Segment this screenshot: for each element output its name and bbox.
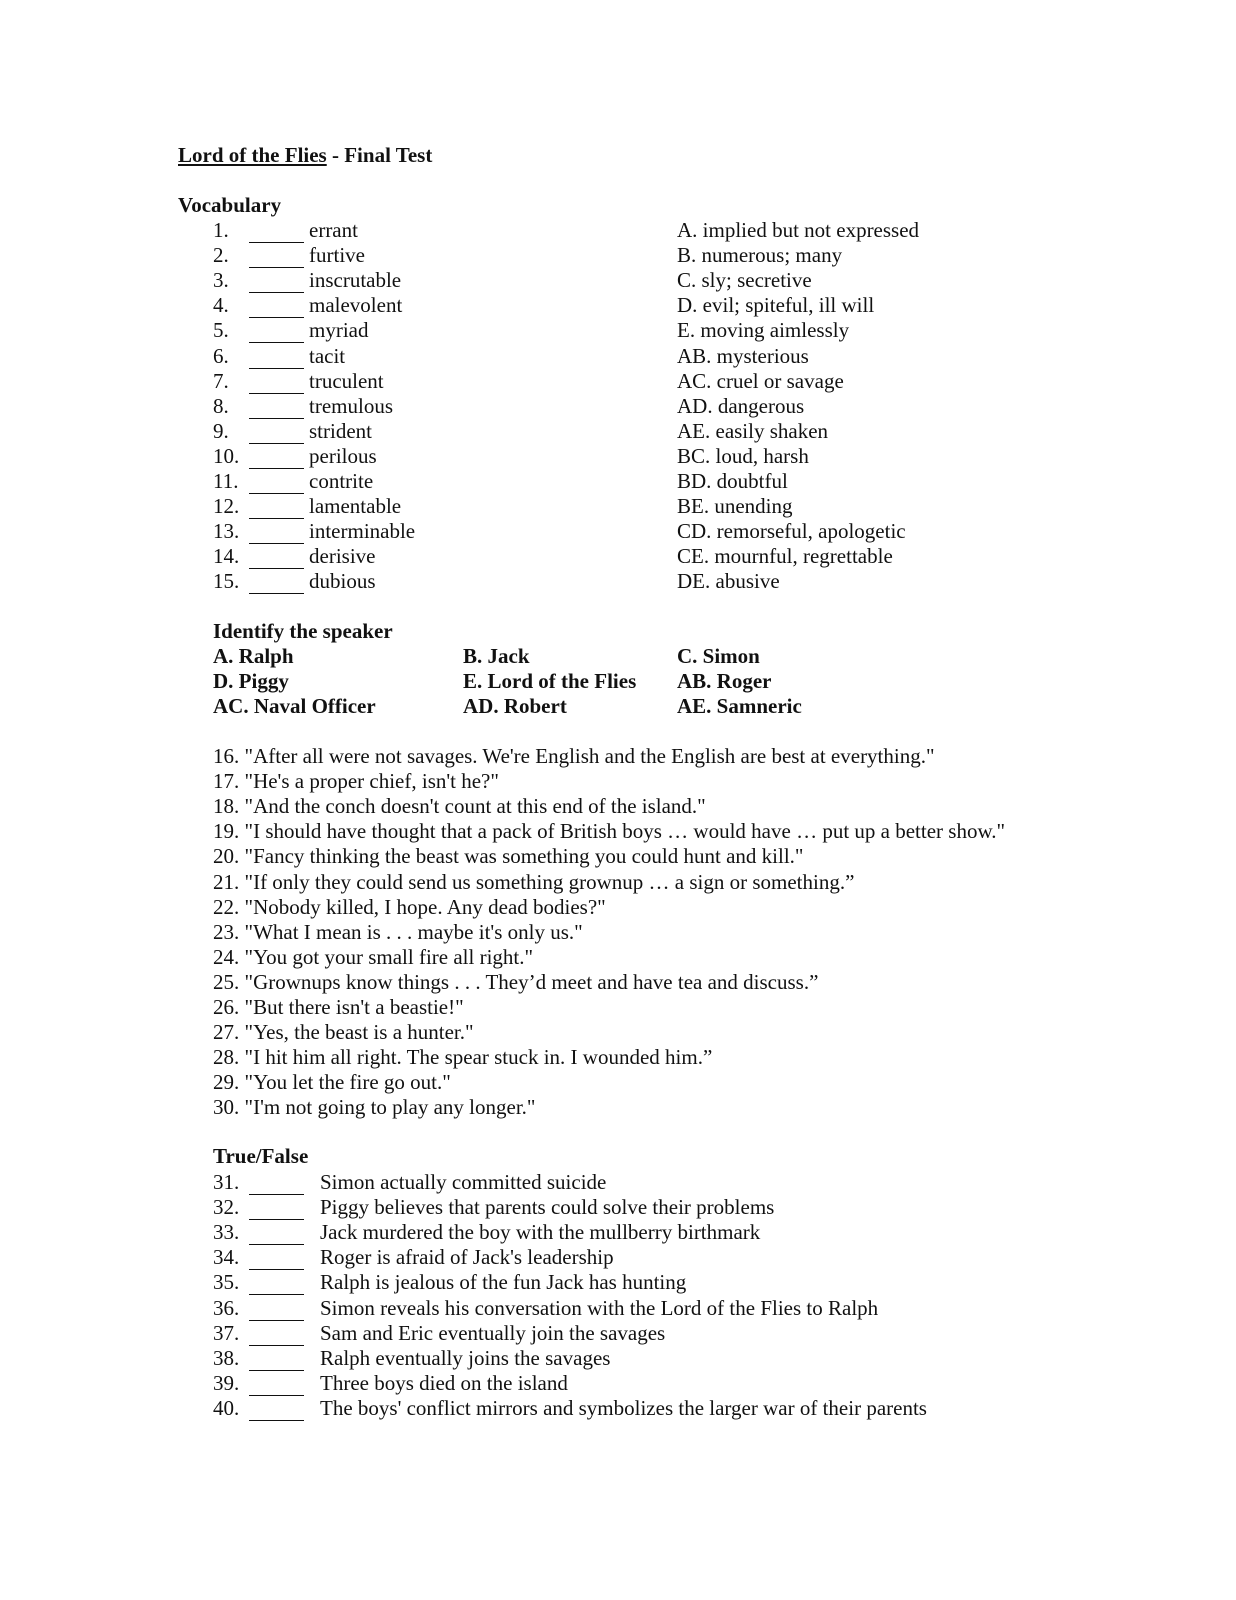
item-number: 39.	[213, 1370, 240, 1395]
statement: Ralph is jealous of the fun Jack has hunting	[320, 1270, 687, 1295]
definition: AE. easily shaken	[677, 418, 829, 443]
answer-blank[interactable]	[249, 575, 304, 594]
item-number: 37.	[213, 1320, 240, 1345]
truefalse-item	[213, 1170, 1013, 1195]
answer-blank[interactable]	[249, 1377, 304, 1396]
definition: CE. mournful, regrettable	[677, 544, 893, 569]
truefalse-item	[213, 1220, 1013, 1245]
answer-blank[interactable]	[249, 324, 304, 343]
item-number: 9.	[213, 418, 229, 443]
vocab-word: errant	[309, 218, 358, 242]
vocab-item	[213, 268, 543, 293]
answer-blank[interactable]	[249, 525, 304, 544]
vocab-word: furtive	[309, 243, 365, 268]
answer-blank[interactable]	[249, 1226, 304, 1245]
speaker-quote: 16. "After all were not savages. We're English and the English are best at everything."	[213, 744, 935, 768]
vocab-item	[213, 293, 543, 318]
speaker-option: A. Ralph	[213, 644, 294, 668]
definition: C. sly; secretive	[677, 268, 812, 293]
speaker-quote: 25. "Grownups know things . . . They’d meet and have tea and discuss.”	[213, 969, 819, 994]
vocab-word: lamentable	[309, 494, 402, 519]
title-suffix: - Final Test	[326, 143, 433, 167]
speaker-quote: 20. "Fancy thinking the beast was something you could hunt and kill."	[213, 844, 804, 869]
item-number: 40.	[213, 1395, 240, 1420]
speaker-quote: 19. "I should have thought that a pack of British boys … would have … put up a better show."	[213, 819, 1006, 844]
item-number: 2.	[213, 243, 229, 268]
speaker-option: AD. Robert	[463, 694, 567, 718]
definition: AD. dangerous	[677, 393, 805, 418]
answer-blank[interactable]	[249, 1352, 304, 1371]
vocab-word: perilous	[309, 443, 377, 468]
statement: Piggy believes that parents could solve their problems	[320, 1195, 775, 1220]
speaker-quote: 24. "You got your small fire all right."	[213, 944, 534, 969]
speaker-quote: 23. "What I mean is . . . maybe it's only us."	[213, 919, 583, 944]
definition: B. numerous; many	[677, 243, 843, 268]
speaker-quote: 28. "I hit him all right. The spear stuck in. I wounded him.”	[213, 1045, 713, 1070]
answer-blank[interactable]	[249, 274, 304, 293]
definition: AB. mysterious	[677, 343, 809, 368]
item-number: 3.	[213, 268, 229, 293]
answer-blank[interactable]	[249, 550, 304, 569]
item-number: 35.	[213, 1270, 240, 1295]
speaker-option: E. Lord of the Flies	[463, 669, 637, 693]
speaker-option: AE. Samneric	[677, 694, 802, 718]
item-number: 11.	[213, 469, 239, 493]
statement: The boys' conflict mirrors and symbolizes the larger war of their parents	[320, 1395, 927, 1420]
definition: BD. doubtful	[677, 469, 788, 493]
vocab-item	[213, 444, 543, 469]
statement: Simon reveals his conversation with the Lord of the Flies to Ralph	[320, 1295, 879, 1320]
vocab-word: derisive	[309, 544, 376, 569]
vocab-word: truculent	[309, 368, 384, 393]
statement: Roger is afraid of Jack's leadership	[320, 1245, 614, 1270]
page-title	[178, 143, 432, 168]
item-number: 38.	[213, 1345, 240, 1370]
speaker-option: AB. Roger	[677, 669, 772, 693]
answer-blank[interactable]	[249, 375, 304, 394]
item-number: 15.	[213, 569, 240, 594]
statement: Jack murdered the boy with the mullberry birthmark	[320, 1220, 761, 1245]
answer-blank[interactable]	[249, 400, 304, 419]
vocab-word: myriad	[309, 318, 369, 343]
truefalse-item	[213, 1346, 1013, 1371]
truefalse-item	[213, 1396, 1013, 1421]
answer-blank[interactable]	[249, 1251, 304, 1270]
speaker-quote: 17. "He's a proper chief, isn't he?"	[213, 769, 499, 794]
answer-blank[interactable]	[249, 1276, 304, 1295]
vocab-item	[213, 544, 543, 569]
vocab-word: malevolent	[309, 293, 403, 318]
item-number: 36.	[213, 1295, 240, 1320]
statement: Simon actually committed suicide	[320, 1170, 607, 1194]
definition: CD. remorseful, apologetic	[677, 519, 906, 544]
vocab-heading: Vocabulary	[178, 193, 282, 217]
vocab-item	[213, 218, 543, 243]
item-number: 7.	[213, 368, 229, 393]
speaker-option: AC. Naval Officer	[213, 694, 376, 718]
item-number: 31.	[213, 1170, 240, 1194]
item-number: 6.	[213, 343, 229, 368]
truefalse-item	[213, 1296, 1013, 1321]
definition: A. implied but not expressed	[677, 218, 920, 242]
speaker-option: C. Simon	[677, 644, 760, 668]
truefalse-item	[213, 1195, 1013, 1220]
answer-blank[interactable]	[249, 1176, 304, 1195]
speaker-heading: Identify the speaker	[213, 619, 393, 643]
vocab-item	[213, 369, 543, 394]
vocab-word: dubious	[309, 569, 376, 594]
vocab-item	[213, 318, 543, 343]
vocab-item	[213, 419, 543, 444]
item-number: 12.	[213, 494, 240, 519]
item-number: 13.	[213, 519, 240, 544]
truefalse-heading: True/False	[213, 1144, 309, 1168]
truefalse-item	[213, 1270, 1013, 1295]
answer-blank[interactable]	[249, 224, 304, 243]
truefalse-item	[213, 1321, 1013, 1346]
statement: Three boys died on the island	[320, 1370, 568, 1395]
vocab-item	[213, 569, 543, 594]
item-number: 10.	[213, 443, 240, 468]
vocab-word: tacit	[309, 343, 346, 368]
vocab-item	[213, 243, 543, 268]
answer-blank[interactable]	[249, 500, 304, 519]
speaker-quote: 18. "And the conch doesn't count at this end of the island."	[213, 794, 706, 819]
item-number: 33.	[213, 1220, 240, 1245]
answer-blank[interactable]	[249, 299, 304, 318]
answer-blank[interactable]	[249, 249, 304, 268]
speaker-quote: 27. "Yes, the beast is a hunter."	[213, 1020, 474, 1045]
speaker-option: B. Jack	[463, 644, 530, 668]
statement: Ralph eventually joins the savages	[320, 1345, 611, 1370]
definition: BE. unending	[677, 494, 793, 519]
vocab-word: contrite	[309, 469, 374, 493]
answer-blank[interactable]	[249, 475, 304, 494]
item-number: 4.	[213, 293, 229, 318]
answer-blank[interactable]	[249, 1201, 304, 1220]
definition: BC. loud, harsh	[677, 443, 809, 468]
truefalse-item	[213, 1245, 1013, 1270]
vocab-item	[213, 469, 543, 494]
speaker-option: D. Piggy	[213, 669, 289, 693]
definition: E. moving aimlessly	[677, 318, 850, 343]
vocab-item	[213, 519, 543, 544]
item-number: 1.	[213, 218, 229, 242]
book-title: Lord of the Flies	[178, 143, 327, 167]
item-number: 34.	[213, 1245, 240, 1270]
answer-blank[interactable]	[249, 1302, 304, 1321]
truefalse-item	[213, 1371, 1013, 1396]
speaker-quote: 30. "I'm not going to play any longer."	[213, 1095, 536, 1120]
answer-blank[interactable]	[249, 450, 304, 469]
definition: DE. abusive	[677, 569, 780, 594]
vocab-word: strident	[309, 418, 372, 443]
vocab-word: tremulous	[309, 393, 393, 418]
speaker-quote: 26. "But there isn't a beastie!"	[213, 995, 464, 1019]
answer-blank[interactable]	[249, 1402, 304, 1421]
vocab-word: interminable	[309, 519, 416, 544]
item-number: 14.	[213, 544, 240, 569]
answer-blank[interactable]	[249, 1327, 304, 1346]
definition: AC. cruel or savage	[677, 368, 844, 393]
item-number: 32.	[213, 1195, 240, 1220]
speaker-quote: 22. "Nobody killed, I hope. Any dead bodies?"	[213, 894, 606, 919]
vocab-item	[213, 394, 543, 419]
speaker-quote: 21. "If only they could send us something grownup … a sign or something.”	[213, 869, 855, 894]
speaker-quote: 29. "You let the fire go out."	[213, 1070, 451, 1095]
vocab-item	[213, 494, 543, 519]
definition: D. evil; spiteful, ill will	[677, 293, 875, 318]
vocab-word: inscrutable	[309, 268, 402, 293]
answer-blank[interactable]	[249, 425, 304, 444]
answer-blank[interactable]	[249, 350, 304, 369]
item-number: 5.	[213, 318, 229, 343]
statement: Sam and Eric eventually join the savages	[320, 1320, 666, 1345]
vocab-item	[213, 344, 543, 369]
item-number: 8.	[213, 393, 229, 418]
